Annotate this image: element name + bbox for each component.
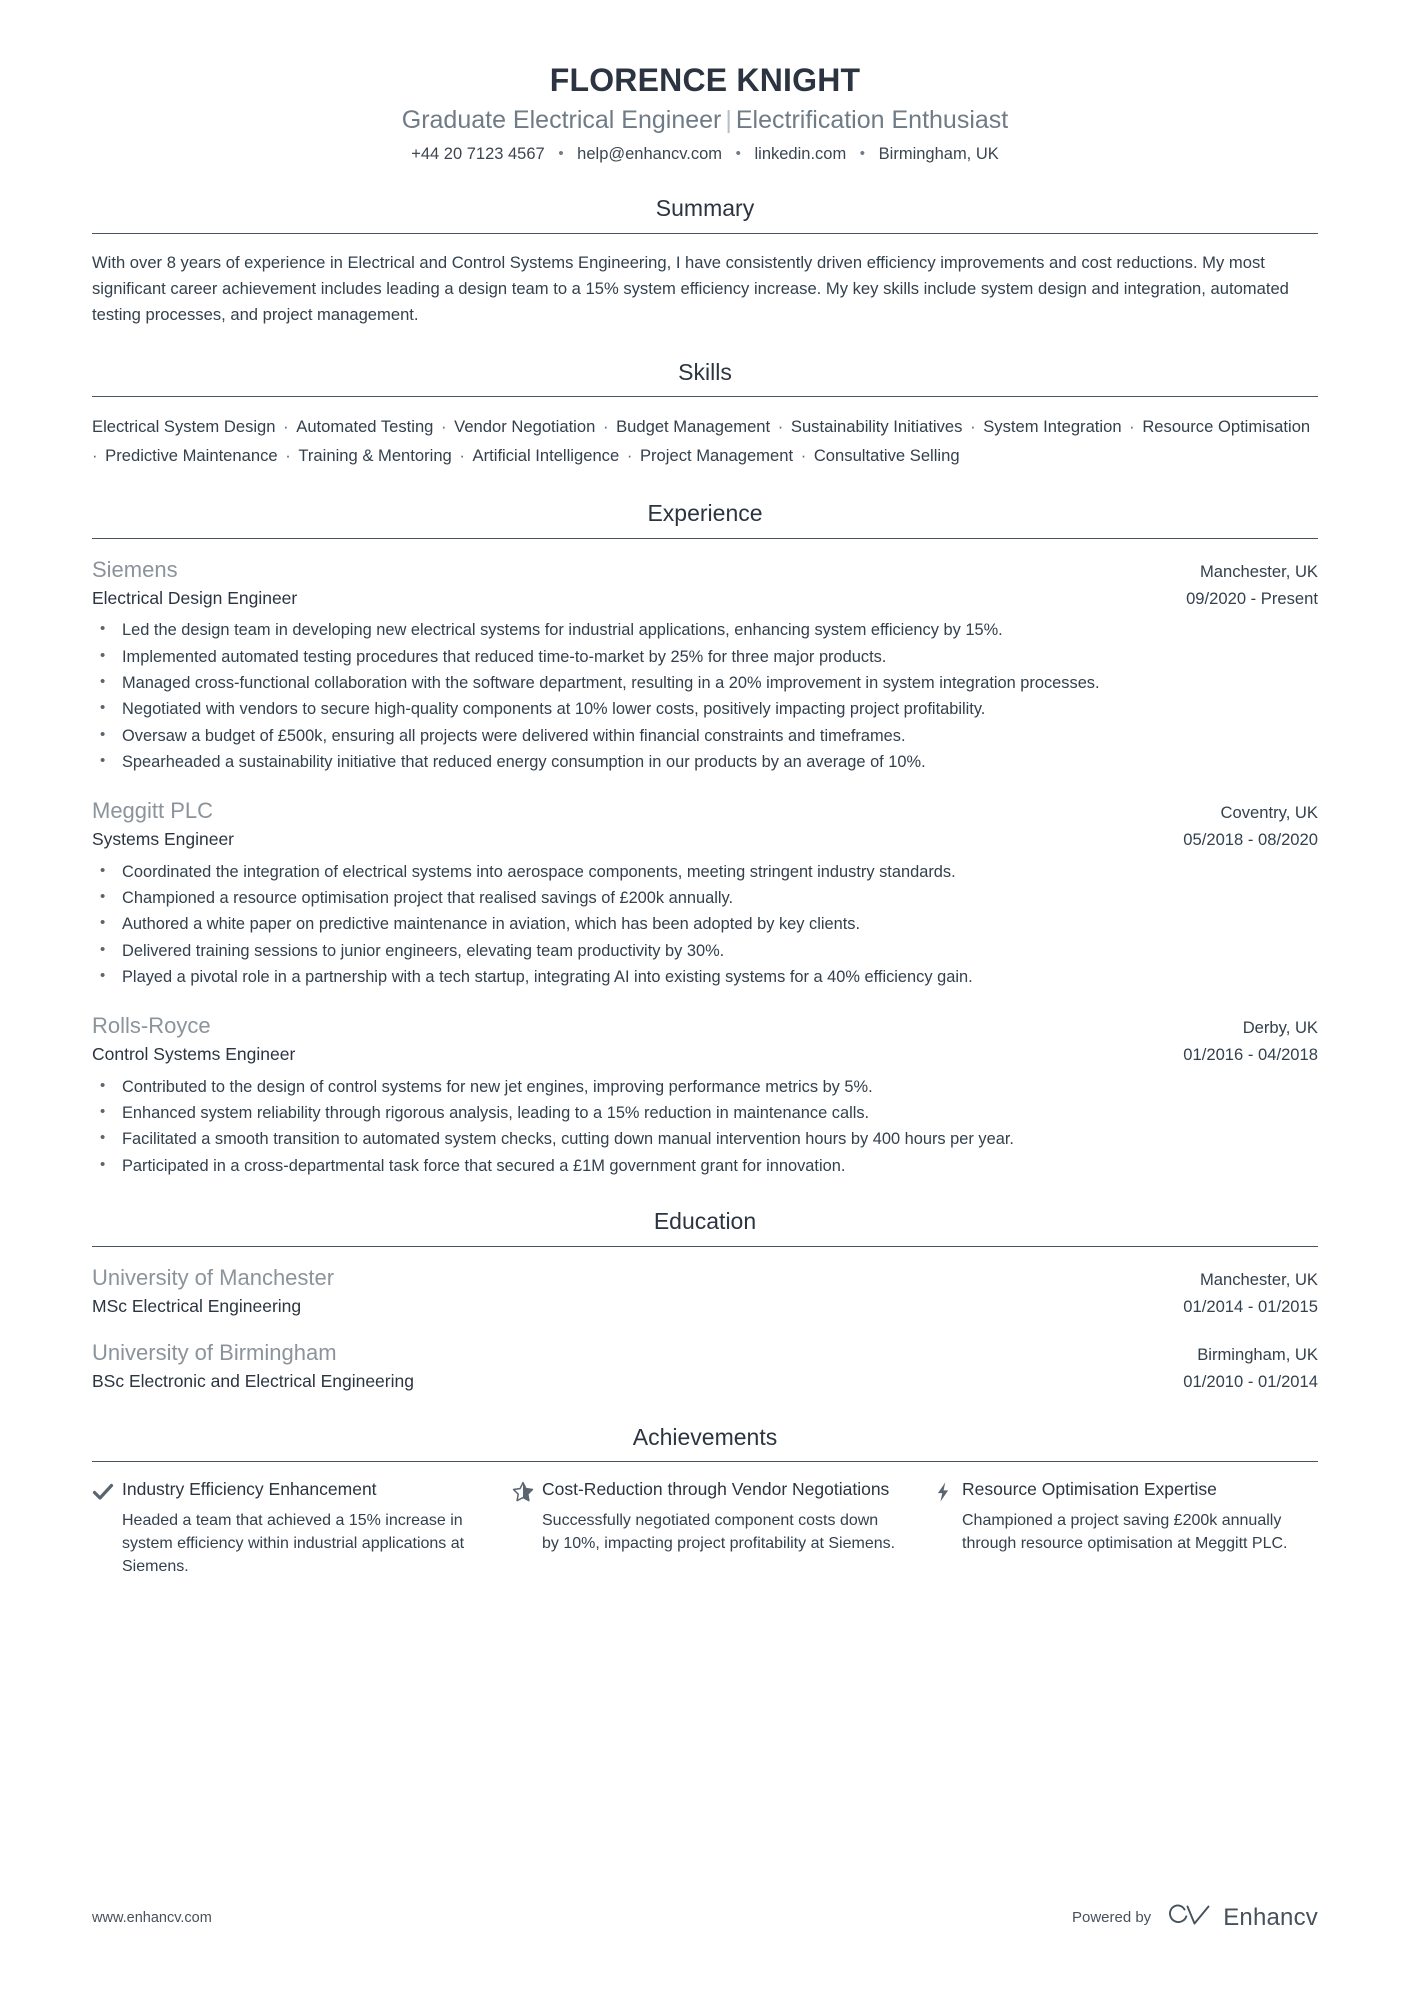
skill-item: Artificial Intelligence [472,445,620,465]
section-divider [92,1461,1318,1462]
resume-header [92,62,1318,165]
education-entries [92,1263,1318,1394]
skill-separator-icon: · [622,445,637,465]
headline-right: Electrification Enthusiast [735,105,1009,134]
experience-entry [92,555,1318,774]
job-title: Electrical Design Engineer [92,588,298,609]
achievement-item [932,1478,1318,1578]
skill-separator-icon: · [278,417,294,437]
experience-entry-subheader [92,1040,1318,1066]
section-summary [92,195,1318,328]
job-bullet: • Played a pivotal role in a partnership with a tech startup, integrating AI into existing systems for a 40% efficiency gain. [92,966,1318,989]
job-bullet: • Managed cross-functional collaboration with the software department, resulting in a 20% improvement in system integration processes. [92,672,1318,695]
section-title-education: Education [653,1207,757,1234]
school-location: Birmingham, UK [1197,1345,1318,1365]
skill-separator-icon: · [796,445,811,465]
contact-line [92,144,1318,165]
job-bullet: • Championed a resource optimisation project that realised savings of £200k annually. [92,887,1318,910]
education-entry-subheader [92,1367,1318,1393]
skill-item: Resource Optimisation [1142,417,1311,437]
section-achievements [92,1424,1318,1579]
section-divider [92,396,1318,397]
achievement-item [512,1478,898,1578]
experience-entry-subheader [92,825,1318,851]
skill-separator-icon: · [280,445,296,465]
section-divider [92,1246,1318,1247]
footer-url[interactable]: www.enhancv.com [92,1909,212,1926]
company-name: Meggitt PLC [92,798,214,824]
skill-item: Predictive Maintenance [105,445,278,465]
skill-separator-icon: · [598,417,614,437]
job-bullet: • Authored a white paper on predictive maintenance in aviation, which has been adopted by key clients. [92,913,1318,936]
job-bullet: • Led the design team in developing new electrical systems for industrial applications, enhancing system efficiency by 15%. [92,619,1318,642]
job-bullet: • Coordinated the integration of electrical systems into aerospace components, meeting stringent industry standards. [92,861,1318,884]
achievements-grid [92,1478,1318,1578]
education-entry-header [92,1338,1318,1367]
contact-linkedin[interactable]: linkedin.com [754,145,847,164]
skill-separator-icon: · [92,445,103,465]
section-skills [92,359,1318,471]
experience-entries [92,555,1318,1178]
skill-item: Project Management [639,445,794,465]
job-bullet: • Participated in a cross-departmental task force that secured a £1M government grant for innovation. [92,1155,1318,1178]
section-title-skills: Skills [678,358,732,385]
company-location: Derby, UK [1242,1018,1318,1038]
job-dates: 09/2020 - Present [1186,589,1318,609]
education-entry-header [92,1263,1318,1292]
job-bullet-list [92,1076,1318,1178]
job-title: Control Systems Engineer [92,1044,296,1065]
job-bullet: • Facilitated a smooth transition to automated system checks, cutting down manual intervention hours by 400 hours per year. [92,1128,1318,1151]
contact-separator-icon: • [558,145,564,163]
achievement-description: Headed a team that achieved a 15% increase in system efficiency within industrial applications at Siemens. [122,1512,465,1575]
enhancv-brand-name: Enhancv [1223,1903,1318,1931]
skill-separator-icon: · [436,417,452,437]
skill-separator-icon: · [1124,417,1140,437]
degree-dates: 01/2010 - 01/2014 [1183,1372,1318,1392]
achievement-body [122,1478,478,1578]
summary-text: With over 8 years of experience in Electrical and Control Systems Engineering, I have consistently driven efficiency improvements and cost reductions. My most significant career achievement includes leading a design team to a 15% system efficiency increase. My key skills include system design and integration, automated testing processes, and project management. [92,253,1289,325]
achievement-item [92,1478,478,1578]
job-bullet-list [92,861,1318,989]
page-footer [92,1902,1318,1933]
experience-entry-header [92,1011,1318,1040]
enhancv-logo-icon [1167,1902,1213,1933]
section-experience [92,500,1318,1178]
contact-email[interactable]: help@enhancv.com [577,145,723,164]
company-name: Siemens [92,556,178,582]
checkmark-icon [92,1478,122,1503]
skills-list [92,413,1318,470]
job-bullet: • Implemented automated testing procedures that reduced time-to-market by 25% for three major products. [92,646,1318,669]
contact-phone: +44 20 7123 4567 [411,145,545,164]
job-bullet: • Oversaw a budget of £500k, ensuring all projects were delivered within financial constraints and timeframes. [92,725,1318,748]
achievement-description: Championed a project saving £200k annually through resource optimisation at Meggitt PLC. [962,1512,1288,1552]
job-bullet: • Enhanced system reliability through rigorous analysis, leading to a 15% reduction in maintenance calls. [92,1102,1318,1125]
skill-item: System Integration [983,417,1122,437]
star-icon [512,1478,542,1503]
school-location: Manchester, UK [1199,1269,1318,1289]
achievement-title: Cost-Reduction through Vendor Negotiations [542,1479,890,1500]
job-dates: 05/2018 - 08/2020 [1183,830,1318,850]
skill-separator-icon: · [965,417,981,437]
company-location: Coventry, UK [1220,803,1318,823]
skill-separator-icon: · [773,417,788,437]
contact-location: Birmingham, UK [878,145,999,164]
experience-entry-header [92,796,1318,825]
degree-name: MSc Electrical Engineering [92,1295,302,1316]
education-entry [92,1338,1318,1394]
section-divider [92,233,1318,234]
skill-item: Training & Mentoring [298,445,452,465]
job-title: Systems Engineer [92,829,235,850]
lightning-bolt-icon [932,1478,962,1503]
job-dates: 01/2016 - 04/2018 [1183,1045,1318,1065]
achievement-title: Industry Efficiency Enhancement [122,1479,377,1500]
company-name: Rolls-Royce [92,1013,211,1039]
experience-entry [92,1011,1318,1178]
powered-by-label: Powered by [1071,1909,1152,1926]
achievement-description: Successfully negotiated component costs down by 10%, impacting project profitability at Siemens. [542,1512,896,1552]
job-bullet-list [92,619,1318,774]
job-bullet: • Negotiated with vendors to secure high-quality components at 10% lower costs, positively impacting project profitability. [92,698,1318,721]
headline-divider: | [725,105,732,134]
experience-entry [92,796,1318,989]
section-title-summary: Summary [655,195,755,222]
skill-item: Vendor Negotiation [454,417,596,437]
headline-left: Graduate Electrical Engineer [401,105,722,134]
achievement-body [542,1478,898,1556]
section-divider [92,538,1318,539]
headline [92,105,1318,136]
achievement-body [962,1478,1318,1556]
experience-entry-header [92,555,1318,584]
contact-separator-icon: • [859,145,866,163]
section-title-achievements: Achievements [632,1423,778,1450]
company-location: Manchester, UK [1199,561,1318,581]
degree-dates: 01/2014 - 01/2015 [1183,1296,1318,1316]
job-bullet: • Spearheaded a sustainability initiative that reduced energy consumption in our products by an average of 10%. [92,751,1318,774]
school-name: University of Manchester [92,1264,335,1290]
page-title: FLORENCE KNIGHT [549,62,861,98]
skill-separator-icon: · [454,445,470,465]
section-title-experience: Experience [647,500,763,527]
school-name: University of Birmingham [92,1340,337,1366]
experience-entry-subheader [92,584,1318,610]
education-entry-subheader [92,1292,1318,1318]
skill-item: Automated Testing [296,417,434,437]
skill-item: Budget Management [616,417,771,437]
education-entry [92,1263,1318,1319]
contact-separator-icon: • [735,145,741,163]
job-bullet: • Contributed to the design of control systems for new jet engines, improving performance metrics by 5%. [92,1076,1318,1099]
skill-item: Electrical System Design [92,417,276,437]
footer-brand-area [1072,1902,1318,1933]
enhancv-brand [1167,1902,1318,1933]
degree-name: BSc Electronic and Electrical Engineering [92,1371,414,1392]
skill-item: Consultative Selling [813,445,960,465]
section-education [92,1208,1318,1394]
achievement-title: Resource Optimisation Expertise [962,1479,1217,1500]
job-bullet: • Delivered training sessions to junior engineers, elevating team productivity by 30%. [92,940,1318,963]
skill-item: Sustainability Initiatives [790,417,963,437]
